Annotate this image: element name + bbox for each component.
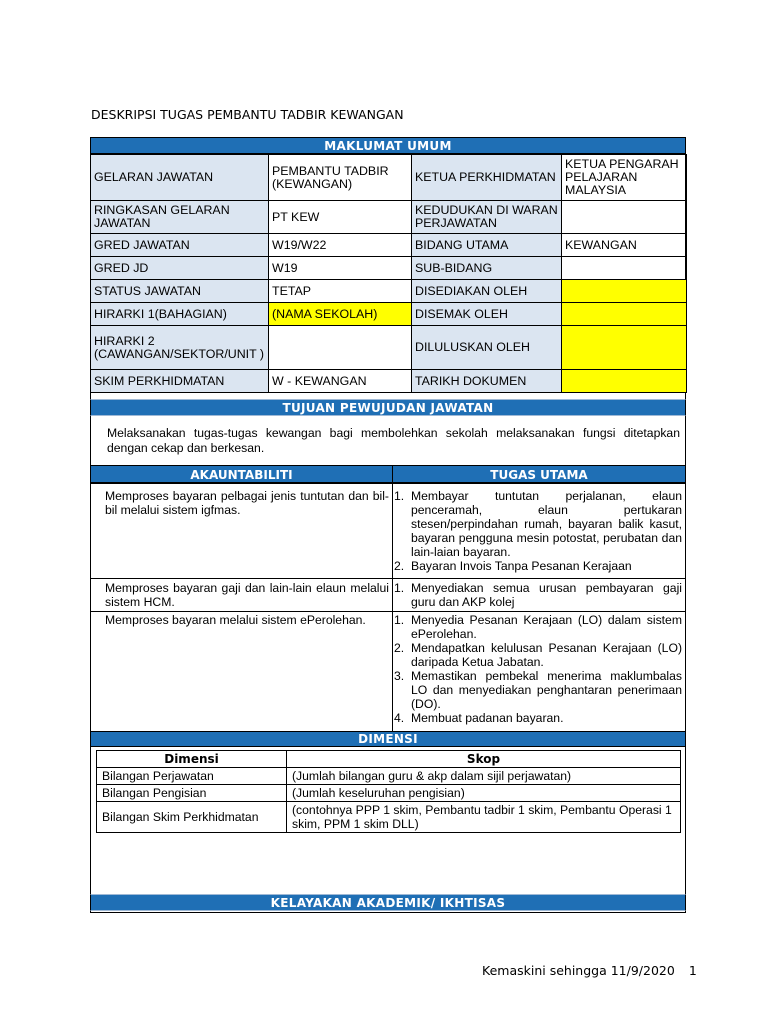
page-number: 1	[688, 963, 697, 978]
field-value	[562, 280, 687, 303]
table-row	[91, 234, 687, 257]
maklumat-umum-header: MAKLUMAT UMUM	[90, 137, 686, 154]
table-row	[91, 155, 687, 201]
akauntabiliti-text: Memproses bayaran gaji dan lain-lain elaun melalui sistem HCM.	[105, 581, 389, 609]
field-label: RINGKASAN GELARAN JAWATAN	[91, 201, 269, 234]
table-row	[91, 303, 687, 326]
tujuan-text: Melaksanakan tugas-tugas kewangan bagi membolehkan sekolah melaksanakan fungsi ditetapkan dengan cekap dan berkesan.	[107, 426, 680, 455]
tugas-item: 1. Menyediakan semua urusan pembayaran gaji guru dan AKP kolej	[394, 581, 682, 609]
skop-cell: (contohnya PPP 1 skim, Pembantu tadbir 1 skim, Pembantu Operasi 1 skim, PPM 1 skim DLL)	[287, 802, 681, 833]
table-row	[91, 257, 687, 280]
table-row	[97, 802, 681, 833]
field-value	[562, 370, 687, 393]
tugas-item: 1. Membayar tuntutan perjalanan, elaun penceramah, elaun pertukaran stesen/perpindahan rumah, bayaran balik kasut, bayaran pengguna mesin potostat, perubatan dan lain-laian bayaran.	[394, 489, 682, 559]
field-label: KEDUDUKAN DI WARAN PERJAWATAN	[412, 201, 562, 234]
field-label: SKIM PERKHIDMATAN	[91, 370, 269, 393]
dimensi-cell: Bilangan Pengisian	[97, 785, 287, 802]
skop-col-header: Skop	[287, 751, 681, 768]
document-title: DESKRIPSI TUGAS PEMBANTU TADBIR KEWANGAN	[91, 107, 404, 122]
dimensi-cell: Bilangan Perjawatan	[97, 768, 287, 785]
field-value: PT KEW	[269, 201, 412, 234]
field-label: HIRARKI 2 (CAWANGAN/SEKTOR/UNIT )	[91, 326, 269, 370]
field-value: TETAP	[269, 280, 412, 303]
skop-cell: (Jumlah keseluruhan pengisian)	[287, 785, 681, 802]
table-row	[97, 768, 681, 785]
table-row	[91, 280, 687, 303]
field-label: SUB-BIDANG	[412, 257, 562, 280]
field-label: GRED JAWATAN	[91, 234, 269, 257]
akauntabiliti-row-3	[90, 611, 686, 732]
field-value	[562, 201, 687, 234]
field-label: BIDANG UTAMA	[412, 234, 562, 257]
dimensi-header: DIMENSI	[90, 731, 686, 747]
tugas-item: 4. Membuat padanan bayaran.	[394, 711, 564, 725]
field-value	[562, 257, 687, 280]
dimensi-table	[96, 750, 681, 833]
tugas-item: 2. Bayaran Invois Tanpa Pesanan Kerajaan	[394, 559, 632, 573]
table-row	[97, 785, 681, 802]
field-label: HIRARKI 1(BAHAGIAN)	[91, 303, 269, 326]
akauntabiliti-text: Memproses bayaran melalui sistem ePerolehan.	[105, 613, 366, 627]
akauntabiliti-header: AKAUNTABILITI	[90, 465, 393, 483]
field-value: (NAMA SEKOLAH)	[269, 303, 412, 326]
tugas-item: 1. Menyedia Pesanan Kerajaan (LO) dalam sistem ePerolehan.	[394, 613, 682, 641]
dimensi-cell: Bilangan Skim Perkhidmatan	[97, 802, 287, 833]
page-footer	[482, 963, 697, 978]
tugas-utama-header: TUGAS UTAMA	[392, 465, 686, 483]
tujuan-header: TUJUAN PEWUJUDAN JAWATAN	[90, 399, 686, 416]
field-value: W19	[269, 257, 412, 280]
field-value: KETUA PENGARAH PELAJARAN MALAYSIA	[562, 155, 687, 201]
tugas-item: 3. Memastikan pembekal menerima maklumbalas LO dan menyediakan penghantaran penerimaan (DO).	[394, 669, 682, 711]
field-value: PEMBANTU TADBIR (KEWANGAN)	[269, 155, 412, 201]
dimensi-col-header: Dimensi	[97, 751, 287, 768]
field-label: DISEMAK OLEH	[412, 303, 562, 326]
kelayakan-header: KELAYAKAN AKADEMIK/ IKHTISAS	[90, 894, 686, 911]
field-label: DISEDIAKAN OLEH	[412, 280, 562, 303]
field-value: W - KEWANGAN	[269, 370, 412, 393]
field-label: GELARAN JAWATAN	[91, 155, 269, 201]
field-label: DILULUSKAN OLEH	[412, 326, 562, 370]
table-row	[91, 326, 687, 370]
field-label: KETUA PERKHIDMATAN	[412, 155, 562, 201]
akauntabiliti-text: Memproses bayaran pelbagai jenis tuntutan dan bil-bil melalui sistem igfmas.	[105, 489, 389, 517]
akauntabiliti-row-2	[90, 578, 686, 611]
field-value: W19/W22	[269, 234, 412, 257]
akauntabiliti-row-1	[90, 483, 686, 578]
field-label: STATUS JAWATAN	[91, 280, 269, 303]
table-row	[91, 370, 687, 393]
field-value	[562, 303, 687, 326]
tugas-item: 2. Mendapatkan kelulusan Pesanan Kerajaan (LO) daripada Ketua Jabatan.	[394, 641, 682, 669]
maklumat-umum-table	[90, 154, 687, 393]
field-value	[562, 326, 687, 370]
table-row	[91, 201, 687, 234]
akauntabiliti-header-row	[90, 465, 686, 483]
field-value	[269, 326, 412, 370]
field-label: GRED JD	[91, 257, 269, 280]
skop-cell: (Jumlah bilangan guru & akp dalam sijil perjawatan)	[287, 768, 681, 785]
field-label: TARIKH DOKUMEN	[412, 370, 562, 393]
field-value: KEWANGAN	[562, 234, 687, 257]
footer-text: Kemaskini sehingga 11/9/2020	[482, 963, 675, 978]
